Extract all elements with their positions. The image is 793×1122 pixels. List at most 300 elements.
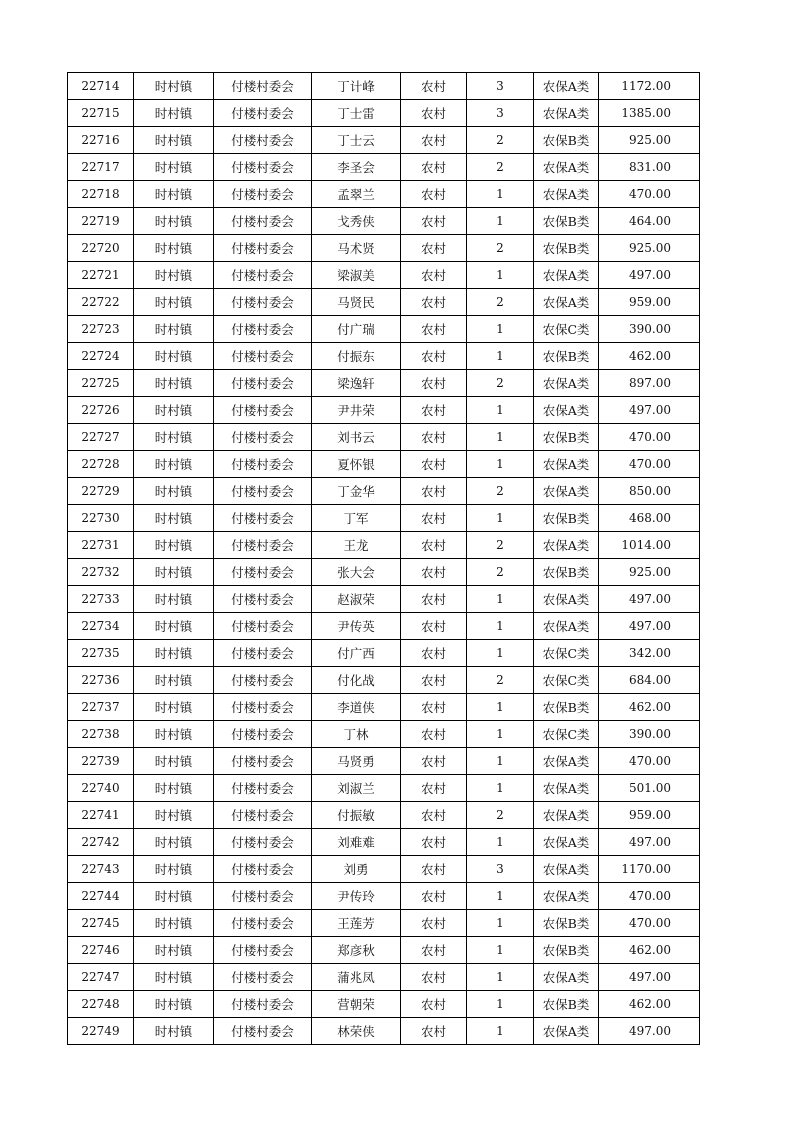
cell-area: 农村 <box>401 802 467 829</box>
cell-amount: 470.00 <box>599 910 700 937</box>
cell-committee: 付楼村委会 <box>214 505 312 532</box>
cell-category: 农保A类 <box>534 775 599 802</box>
cell-category: 农保B类 <box>534 559 599 586</box>
cell-category: 农保B类 <box>534 991 599 1018</box>
cell-category: 农保A类 <box>534 1018 599 1045</box>
cell-amount: 468.00 <box>599 505 700 532</box>
cell-count: 2 <box>467 478 534 505</box>
table-row <box>68 397 700 424</box>
cell-count: 1 <box>467 937 534 964</box>
cell-amount: 1172.00 <box>599 73 700 100</box>
cell-area: 农村 <box>401 235 467 262</box>
table-row <box>68 478 700 505</box>
cell-town: 时村镇 <box>134 613 214 640</box>
cell-town: 时村镇 <box>134 100 214 127</box>
cell-town: 时村镇 <box>134 910 214 937</box>
cell-name: 梁淑美 <box>312 262 401 289</box>
cell-count: 1 <box>467 208 534 235</box>
cell-id: 22745 <box>68 910 134 937</box>
cell-name: 戈秀侠 <box>312 208 401 235</box>
cell-committee: 付楼村委会 <box>214 829 312 856</box>
cell-name: 夏怀银 <box>312 451 401 478</box>
cell-committee: 付楼村委会 <box>214 775 312 802</box>
cell-count: 1 <box>467 640 534 667</box>
cell-category: 农保B类 <box>534 343 599 370</box>
cell-id: 22749 <box>68 1018 134 1045</box>
cell-amount: 831.00 <box>599 154 700 181</box>
cell-category: 农保A类 <box>534 964 599 991</box>
cell-id: 22719 <box>68 208 134 235</box>
cell-name: 丁计峰 <box>312 73 401 100</box>
cell-town: 时村镇 <box>134 883 214 910</box>
cell-id: 22731 <box>68 532 134 559</box>
cell-name: 王莲芳 <box>312 910 401 937</box>
cell-area: 农村 <box>401 829 467 856</box>
table-row <box>68 559 700 586</box>
cell-category: 农保A类 <box>534 478 599 505</box>
cell-name: 刘淑兰 <box>312 775 401 802</box>
cell-id: 22733 <box>68 586 134 613</box>
table-row <box>68 181 700 208</box>
cell-committee: 付楼村委会 <box>214 802 312 829</box>
cell-town: 时村镇 <box>134 235 214 262</box>
cell-name: 赵淑荣 <box>312 586 401 613</box>
cell-town: 时村镇 <box>134 829 214 856</box>
cell-count: 3 <box>467 100 534 127</box>
cell-count: 2 <box>467 127 534 154</box>
cell-count: 2 <box>467 667 534 694</box>
cell-count: 1 <box>467 964 534 991</box>
cell-committee: 付楼村委会 <box>214 154 312 181</box>
cell-id: 22716 <box>68 127 134 154</box>
cell-town: 时村镇 <box>134 289 214 316</box>
cell-name: 尹传玲 <box>312 883 401 910</box>
cell-category: 农保A类 <box>534 748 599 775</box>
cell-count: 1 <box>467 991 534 1018</box>
cell-area: 农村 <box>401 370 467 397</box>
cell-committee: 付楼村委会 <box>214 883 312 910</box>
cell-category: 农保B类 <box>534 208 599 235</box>
cell-amount: 470.00 <box>599 451 700 478</box>
cell-count: 1 <box>467 613 534 640</box>
cell-area: 农村 <box>401 991 467 1018</box>
cell-amount: 497.00 <box>599 1018 700 1045</box>
cell-area: 农村 <box>401 100 467 127</box>
cell-amount: 1170.00 <box>599 856 700 883</box>
cell-town: 时村镇 <box>134 424 214 451</box>
cell-town: 时村镇 <box>134 181 214 208</box>
cell-town: 时村镇 <box>134 532 214 559</box>
cell-id: 22735 <box>68 640 134 667</box>
cell-town: 时村镇 <box>134 262 214 289</box>
cell-count: 1 <box>467 829 534 856</box>
cell-name: 蒲兆凤 <box>312 964 401 991</box>
cell-count: 3 <box>467 856 534 883</box>
cell-area: 农村 <box>401 397 467 424</box>
cell-amount: 497.00 <box>599 964 700 991</box>
cell-count: 1 <box>467 451 534 478</box>
cell-category: 农保C类 <box>534 316 599 343</box>
cell-area: 农村 <box>401 694 467 721</box>
cell-count: 1 <box>467 910 534 937</box>
cell-area: 农村 <box>401 316 467 343</box>
table-row <box>68 829 700 856</box>
table-row <box>68 505 700 532</box>
cell-name: 丁林 <box>312 721 401 748</box>
table-row <box>68 964 700 991</box>
cell-category: 农保B类 <box>534 235 599 262</box>
table-row <box>68 208 700 235</box>
cell-town: 时村镇 <box>134 73 214 100</box>
cell-area: 农村 <box>401 613 467 640</box>
cell-amount: 1385.00 <box>599 100 700 127</box>
cell-area: 农村 <box>401 856 467 883</box>
cell-committee: 付楼村委会 <box>214 640 312 667</box>
cell-name: 尹井荣 <box>312 397 401 424</box>
cell-count: 1 <box>467 424 534 451</box>
cell-area: 农村 <box>401 154 467 181</box>
table-row <box>68 748 700 775</box>
cell-name: 郑彦秋 <box>312 937 401 964</box>
cell-amount: 925.00 <box>599 127 700 154</box>
cell-amount: 462.00 <box>599 694 700 721</box>
cell-count: 2 <box>467 370 534 397</box>
cell-town: 时村镇 <box>134 694 214 721</box>
cell-category: 农保A类 <box>534 397 599 424</box>
cell-amount: 342.00 <box>599 640 700 667</box>
cell-amount: 925.00 <box>599 559 700 586</box>
cell-committee: 付楼村委会 <box>214 235 312 262</box>
cell-category: 农保B类 <box>534 910 599 937</box>
table-row <box>68 100 700 127</box>
table-row <box>68 856 700 883</box>
table-row <box>68 775 700 802</box>
cell-category: 农保A类 <box>534 289 599 316</box>
cell-area: 农村 <box>401 343 467 370</box>
cell-area: 农村 <box>401 586 467 613</box>
cell-id: 22726 <box>68 397 134 424</box>
cell-name: 刘书云 <box>312 424 401 451</box>
cell-category: 农保B类 <box>534 505 599 532</box>
table-row <box>68 424 700 451</box>
cell-committee: 付楼村委会 <box>214 73 312 100</box>
cell-committee: 付楼村委会 <box>214 937 312 964</box>
cell-id: 22730 <box>68 505 134 532</box>
table-row <box>68 289 700 316</box>
cell-committee: 付楼村委会 <box>214 100 312 127</box>
cell-count: 2 <box>467 532 534 559</box>
cell-committee: 付楼村委会 <box>214 586 312 613</box>
cell-amount: 462.00 <box>599 343 700 370</box>
cell-town: 时村镇 <box>134 748 214 775</box>
cell-area: 农村 <box>401 640 467 667</box>
cell-category: 农保A类 <box>534 181 599 208</box>
cell-amount: 497.00 <box>599 586 700 613</box>
cell-name: 张大会 <box>312 559 401 586</box>
cell-town: 时村镇 <box>134 964 214 991</box>
cell-count: 1 <box>467 586 534 613</box>
cell-id: 22741 <box>68 802 134 829</box>
cell-name: 林荣侠 <box>312 1018 401 1045</box>
cell-area: 农村 <box>401 532 467 559</box>
cell-committee: 付楼村委会 <box>214 532 312 559</box>
cell-category: 农保A类 <box>534 829 599 856</box>
cell-amount: 390.00 <box>599 721 700 748</box>
cell-category: 农保B类 <box>534 127 599 154</box>
cell-committee: 付楼村委会 <box>214 478 312 505</box>
cell-committee: 付楼村委会 <box>214 262 312 289</box>
cell-id: 22714 <box>68 73 134 100</box>
cell-committee: 付楼村委会 <box>214 964 312 991</box>
cell-id: 22739 <box>68 748 134 775</box>
table-row <box>68 910 700 937</box>
cell-committee: 付楼村委会 <box>214 397 312 424</box>
cell-area: 农村 <box>401 937 467 964</box>
cell-count: 1 <box>467 775 534 802</box>
cell-category: 农保B类 <box>534 937 599 964</box>
cell-category: 农保A类 <box>534 802 599 829</box>
cell-town: 时村镇 <box>134 667 214 694</box>
cell-count: 2 <box>467 235 534 262</box>
cell-count: 2 <box>467 154 534 181</box>
table-row <box>68 937 700 964</box>
cell-town: 时村镇 <box>134 937 214 964</box>
cell-town: 时村镇 <box>134 856 214 883</box>
cell-name: 付广西 <box>312 640 401 667</box>
cell-name: 丁士雷 <box>312 100 401 127</box>
cell-committee: 付楼村委会 <box>214 451 312 478</box>
cell-name: 王龙 <box>312 532 401 559</box>
cell-category: 农保A类 <box>534 586 599 613</box>
cell-town: 时村镇 <box>134 505 214 532</box>
cell-amount: 464.00 <box>599 208 700 235</box>
cell-id: 22736 <box>68 667 134 694</box>
cell-count: 1 <box>467 721 534 748</box>
cell-area: 农村 <box>401 505 467 532</box>
table-row <box>68 640 700 667</box>
cell-name: 梁逸轩 <box>312 370 401 397</box>
table-row <box>68 883 700 910</box>
cell-category: 农保A类 <box>534 613 599 640</box>
cell-amount: 959.00 <box>599 289 700 316</box>
cell-area: 农村 <box>401 721 467 748</box>
cell-name: 李圣会 <box>312 154 401 181</box>
table-row <box>68 262 700 289</box>
cell-name: 李道侠 <box>312 694 401 721</box>
cell-id: 22717 <box>68 154 134 181</box>
cell-id: 22718 <box>68 181 134 208</box>
cell-category: 农保A类 <box>534 100 599 127</box>
cell-id: 22748 <box>68 991 134 1018</box>
cell-amount: 959.00 <box>599 802 700 829</box>
cell-id: 22728 <box>68 451 134 478</box>
cell-town: 时村镇 <box>134 1018 214 1045</box>
cell-count: 1 <box>467 262 534 289</box>
cell-committee: 付楼村委会 <box>214 1018 312 1045</box>
cell-name: 尹传英 <box>312 613 401 640</box>
cell-count: 1 <box>467 883 534 910</box>
cell-count: 1 <box>467 1018 534 1045</box>
cell-area: 农村 <box>401 289 467 316</box>
cell-area: 农村 <box>401 208 467 235</box>
table-row <box>68 694 700 721</box>
cell-id: 22740 <box>68 775 134 802</box>
cell-name: 付广瑞 <box>312 316 401 343</box>
cell-category: 农保C类 <box>534 667 599 694</box>
cell-amount: 470.00 <box>599 424 700 451</box>
cell-committee: 付楼村委会 <box>214 667 312 694</box>
cell-committee: 付楼村委会 <box>214 127 312 154</box>
cell-name: 马术贤 <box>312 235 401 262</box>
cell-category: 农保B类 <box>534 694 599 721</box>
cell-committee: 付楼村委会 <box>214 424 312 451</box>
cell-area: 农村 <box>401 424 467 451</box>
cell-amount: 850.00 <box>599 478 700 505</box>
cell-area: 农村 <box>401 73 467 100</box>
cell-town: 时村镇 <box>134 397 214 424</box>
cell-name: 刘难难 <box>312 829 401 856</box>
cell-name: 付振东 <box>312 343 401 370</box>
cell-id: 22715 <box>68 100 134 127</box>
cell-name: 丁金华 <box>312 478 401 505</box>
table-row <box>68 127 700 154</box>
cell-committee: 付楼村委会 <box>214 208 312 235</box>
cell-committee: 付楼村委会 <box>214 343 312 370</box>
cell-category: 农保A类 <box>534 532 599 559</box>
data-table <box>67 72 700 1045</box>
cell-committee: 付楼村委会 <box>214 721 312 748</box>
cell-category: 农保C类 <box>534 640 599 667</box>
cell-id: 22734 <box>68 613 134 640</box>
cell-town: 时村镇 <box>134 451 214 478</box>
cell-count: 2 <box>467 289 534 316</box>
cell-category: 农保A类 <box>534 883 599 910</box>
cell-amount: 462.00 <box>599 991 700 1018</box>
cell-area: 农村 <box>401 127 467 154</box>
cell-amount: 470.00 <box>599 181 700 208</box>
cell-category: 农保B类 <box>534 424 599 451</box>
table-row <box>68 991 700 1018</box>
cell-category: 农保A类 <box>534 73 599 100</box>
cell-town: 时村镇 <box>134 343 214 370</box>
cell-id: 22722 <box>68 289 134 316</box>
cell-town: 时村镇 <box>134 370 214 397</box>
cell-name: 丁军 <box>312 505 401 532</box>
cell-id: 22747 <box>68 964 134 991</box>
cell-count: 1 <box>467 505 534 532</box>
cell-town: 时村镇 <box>134 991 214 1018</box>
cell-committee: 付楼村委会 <box>214 910 312 937</box>
cell-amount: 470.00 <box>599 883 700 910</box>
cell-town: 时村镇 <box>134 802 214 829</box>
cell-id: 22746 <box>68 937 134 964</box>
cell-town: 时村镇 <box>134 316 214 343</box>
cell-town: 时村镇 <box>134 154 214 181</box>
cell-id: 22724 <box>68 343 134 370</box>
cell-committee: 付楼村委会 <box>214 991 312 1018</box>
cell-category: 农保A类 <box>534 856 599 883</box>
table-row <box>68 802 700 829</box>
cell-name: 马贤民 <box>312 289 401 316</box>
table-row <box>68 1018 700 1045</box>
cell-area: 农村 <box>401 451 467 478</box>
cell-amount: 497.00 <box>599 829 700 856</box>
cell-amount: 497.00 <box>599 262 700 289</box>
cell-area: 农村 <box>401 748 467 775</box>
cell-amount: 501.00 <box>599 775 700 802</box>
table-row <box>68 451 700 478</box>
cell-id: 22732 <box>68 559 134 586</box>
table-row <box>68 586 700 613</box>
cell-committee: 付楼村委会 <box>214 613 312 640</box>
cell-area: 农村 <box>401 667 467 694</box>
cell-count: 2 <box>467 802 534 829</box>
cell-amount: 497.00 <box>599 613 700 640</box>
cell-area: 农村 <box>401 883 467 910</box>
cell-id: 22723 <box>68 316 134 343</box>
cell-id: 22727 <box>68 424 134 451</box>
table-row <box>68 370 700 397</box>
table-row <box>68 73 700 100</box>
cell-town: 时村镇 <box>134 586 214 613</box>
table-row <box>68 316 700 343</box>
cell-area: 农村 <box>401 964 467 991</box>
cell-id: 22729 <box>68 478 134 505</box>
cell-committee: 付楼村委会 <box>214 370 312 397</box>
cell-count: 3 <box>467 73 534 100</box>
cell-committee: 付楼村委会 <box>214 316 312 343</box>
cell-name: 马贤勇 <box>312 748 401 775</box>
cell-area: 农村 <box>401 262 467 289</box>
cell-amount: 497.00 <box>599 397 700 424</box>
cell-area: 农村 <box>401 181 467 208</box>
cell-id: 22737 <box>68 694 134 721</box>
cell-category: 农保A类 <box>534 154 599 181</box>
cell-committee: 付楼村委会 <box>214 289 312 316</box>
cell-amount: 897.00 <box>599 370 700 397</box>
cell-area: 农村 <box>401 775 467 802</box>
cell-committee: 付楼村委会 <box>214 181 312 208</box>
cell-id: 22725 <box>68 370 134 397</box>
cell-amount: 1014.00 <box>599 532 700 559</box>
cell-category: 农保C类 <box>534 721 599 748</box>
cell-name: 丁士云 <box>312 127 401 154</box>
cell-town: 时村镇 <box>134 478 214 505</box>
cell-category: 农保A类 <box>534 262 599 289</box>
cell-amount: 470.00 <box>599 748 700 775</box>
cell-count: 1 <box>467 316 534 343</box>
cell-area: 农村 <box>401 559 467 586</box>
cell-name: 刘勇 <box>312 856 401 883</box>
cell-amount: 684.00 <box>599 667 700 694</box>
table-row <box>68 532 700 559</box>
cell-id: 22721 <box>68 262 134 289</box>
cell-committee: 付楼村委会 <box>214 856 312 883</box>
table-row <box>68 154 700 181</box>
cell-town: 时村镇 <box>134 775 214 802</box>
cell-town: 时村镇 <box>134 208 214 235</box>
cell-area: 农村 <box>401 1018 467 1045</box>
table-row <box>68 667 700 694</box>
cell-id: 22743 <box>68 856 134 883</box>
cell-area: 农村 <box>401 478 467 505</box>
cell-count: 2 <box>467 559 534 586</box>
cell-id: 22720 <box>68 235 134 262</box>
table-row <box>68 343 700 370</box>
cell-count: 1 <box>467 397 534 424</box>
cell-town: 时村镇 <box>134 559 214 586</box>
cell-category: 农保A类 <box>534 451 599 478</box>
